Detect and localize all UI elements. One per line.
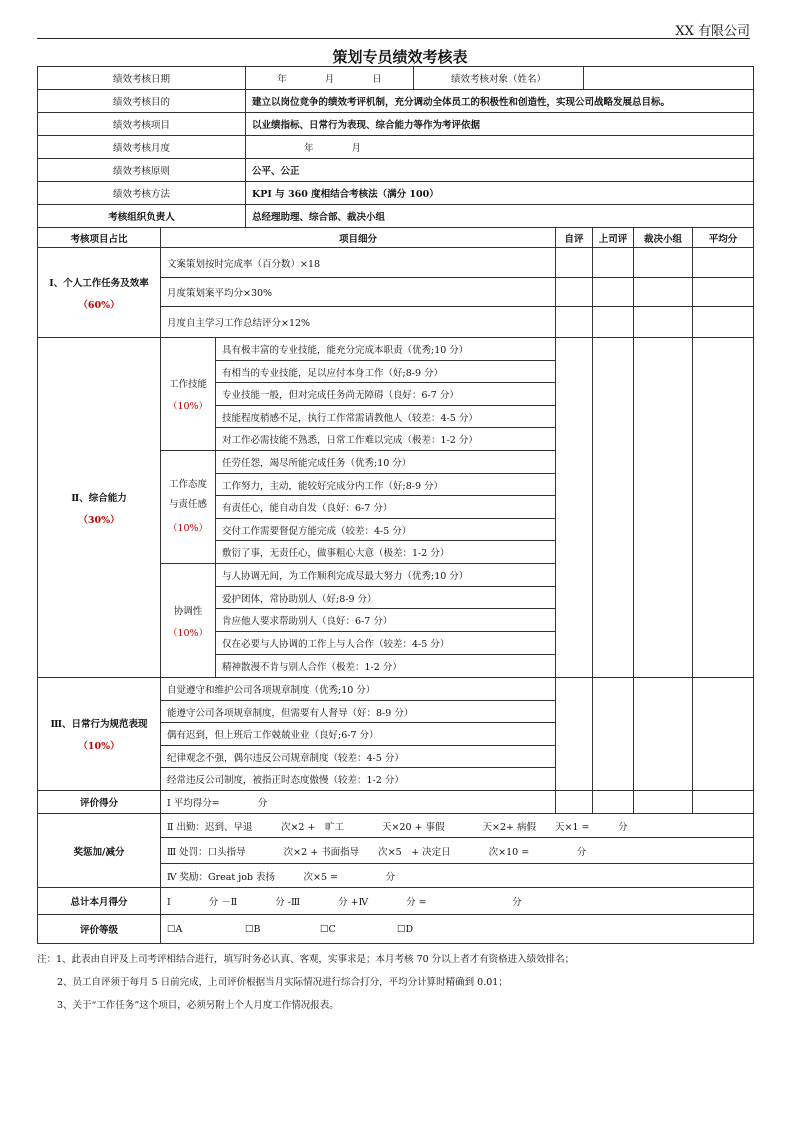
list-item: 与人协调无间，为工作顺利完成尽最大努力（优秀;10 分）	[216, 564, 556, 587]
list-item: 敷衍了事，无责任心，做事粗心大意（极差：1-2 分）	[216, 541, 556, 564]
boss-score-cell[interactable]	[593, 791, 634, 814]
group-work-attitude: 工作态度 与责任感 （10%）	[161, 451, 216, 564]
self-score-cell[interactable]	[556, 338, 593, 678]
boss-score-cell[interactable]	[593, 278, 634, 307]
self-score-cell[interactable]	[556, 678, 593, 791]
list-item: 有责任心，能自动自发（良好：6-7 分）	[216, 496, 556, 519]
list-item: 经常违反公司制度，被指正时态度傲慢（较差：1-2 分）	[161, 768, 556, 791]
grade-a-checkbox[interactable]: ☐A	[167, 923, 183, 935]
date-label: 绩效考核日期	[38, 67, 246, 90]
notes	[37, 948, 574, 1017]
list-item: 精神散漫不肯与别人合作（极差：1-2 分）	[216, 655, 556, 678]
avg-score-cell[interactable]	[693, 791, 754, 814]
target-label: 绩效考核对象（姓名）	[414, 67, 584, 90]
target-field[interactable]	[584, 67, 754, 90]
month-field[interactable]: 年 月	[246, 136, 754, 159]
list-item: 文案策划按时完成率（百分数）×18	[161, 248, 556, 278]
list-item: 纪律观念不强，偶尔违反公司规章制度（较差：4-5 分）	[161, 746, 556, 768]
avg-score-cell[interactable]	[693, 307, 754, 338]
note-2: 2、员工自评须于每月 5 日前完成，上司评价根据当月实际情况进行综合打分，平均分计算时精确到 0.01；	[57, 977, 508, 988]
list-item: 对工作必需技能不熟悉，日常工作难以完成（极差：1-2 分）	[216, 428, 556, 451]
boss-score-cell[interactable]	[593, 338, 634, 678]
note-1: 注：1、此表由自评及上司考评相结合进行，填写时务必认真、客观，实事求是；本月考核 70 分以上者才有资格进入绩效排名；	[37, 954, 575, 965]
col-panel: 裁决小组	[634, 228, 693, 248]
grade-options	[161, 915, 754, 944]
list-item: 任劳任怨，竭尽所能完成任务（优秀;10 分）	[216, 451, 556, 474]
panel-score-cell[interactable]	[634, 678, 693, 791]
section3-title: Ⅲ、日常行为规范表现 （10%）	[38, 678, 161, 791]
group-coordination: 协调性 （10%）	[161, 564, 216, 678]
list-item: 爱护团体，常协助别人（好;8-9 分）	[216, 587, 556, 609]
grade-d-checkbox[interactable]: ☐D	[397, 923, 414, 935]
average-score-field[interactable]: Ⅰ 平均得分= 分	[161, 791, 556, 814]
reward-field[interactable]: Ⅳ 奖励：Great job 表扬 次×5 = 分	[161, 864, 754, 888]
bonus-label: 奖惩加/减分	[38, 814, 161, 888]
items-value: 以业绩指标、日常行为表现、综合能力等作为考评依据	[246, 113, 754, 136]
list-item: 交付工作需要督促方能完成（较差：4-5 分）	[216, 519, 556, 541]
panel-score-cell[interactable]	[634, 307, 693, 338]
owner-value: 总经理助理、综合部、裁决小组	[246, 205, 754, 228]
panel-score-cell[interactable]	[634, 338, 693, 678]
header-divider	[37, 38, 750, 39]
col-boss: 上司评	[593, 228, 634, 248]
col-ratio: 考核项目占比	[38, 228, 161, 248]
col-self: 自评	[556, 228, 593, 248]
self-score-cell[interactable]	[556, 791, 593, 814]
section1-title: Ⅰ、个人工作任务及效率 （60%）	[38, 248, 161, 338]
avg-score-cell[interactable]	[693, 678, 754, 791]
principle-value: 公平、公正	[246, 159, 754, 182]
avg-score-cell[interactable]	[693, 278, 754, 307]
grade-label: 评价等级	[38, 915, 161, 944]
evaluation-table	[37, 66, 754, 944]
list-item: 偶有迟到，但上班后工作兢兢业业（良好;6-7 分）	[161, 723, 556, 746]
boss-score-cell[interactable]	[593, 248, 634, 278]
note-3: 3、关于“工作任务”这个项目，必须另附上个人月度工作情况报表。	[57, 1000, 339, 1011]
list-item: 专业技能一般，但对完成任务尚无障碍（良好：6-7 分）	[216, 383, 556, 406]
list-item: 月度策划案平均分×30%	[161, 278, 556, 307]
list-item: 月度自主学习工作总结评分×12%	[161, 307, 556, 338]
list-item: 具有极丰富的专业技能，能充分完成本职责（优秀;10 分）	[216, 338, 556, 361]
purpose-label: 绩效考核目的	[38, 90, 246, 113]
method-label: 绩效考核方法	[38, 182, 246, 205]
company-name: XX 有限公司	[675, 24, 750, 39]
principle-label: 绩效考核原则	[38, 159, 246, 182]
list-item: 工作努力，主动，能较好完成分内工作（好;8-9 分）	[216, 474, 556, 496]
boss-score-cell[interactable]	[593, 307, 634, 338]
col-avg: 平均分	[693, 228, 754, 248]
self-score-cell[interactable]	[556, 248, 593, 278]
list-item: 自觉遵守和维护公司各项规章制度（优秀;10 分）	[161, 678, 556, 701]
avg-score-cell[interactable]	[693, 338, 754, 678]
self-score-cell[interactable]	[556, 278, 593, 307]
list-item: 能遵守公司各项规章制度，但需要有人督导（好：8-9 分）	[161, 701, 556, 723]
panel-score-cell[interactable]	[634, 248, 693, 278]
grade-c-checkbox[interactable]: ☐C	[320, 923, 336, 935]
grade-b-checkbox[interactable]: ☐B	[245, 923, 261, 935]
attendance-field[interactable]: Ⅱ 出勤：迟到、早退 次×2 + 旷工 天×20 + 事假 天×2+ 病假 天×1 = 分	[161, 814, 754, 838]
method-value: KPI 与 360 度相结合考核法（满分 100）	[246, 182, 754, 205]
panel-score-cell[interactable]	[634, 278, 693, 307]
col-detail: 项目细分	[161, 228, 556, 248]
panel-score-cell[interactable]	[634, 791, 693, 814]
list-item: 技能程度稍感不足，执行工作常需请教他人（较差：4-5 分）	[216, 406, 556, 428]
total-label: 总计本月得分	[38, 888, 161, 915]
owner-label: 考核组织负责人	[38, 205, 246, 228]
total-field[interactable]: Ⅰ 分 －Ⅱ 分 -Ⅲ 分 +Ⅳ 分 = 分	[161, 888, 754, 915]
section2-title: Ⅱ、综合能力 （30%）	[38, 338, 161, 678]
penalty-field[interactable]: Ⅲ 处罚：口头指导 次×2 + 书面指导 次×5 + 决定日 次×10 = 分	[161, 838, 754, 864]
self-score-cell[interactable]	[556, 307, 593, 338]
list-item: 肯应他人要求帮助别人（良好：6-7 分）	[216, 609, 556, 632]
score-label: 评价得分	[38, 791, 161, 814]
group-work-skill: 工作技能 （10%）	[161, 338, 216, 451]
list-item: 仅在必要与人协调的工作上与人合作（较差：4-5 分）	[216, 632, 556, 655]
month-label: 绩效考核月度	[38, 136, 246, 159]
list-item: 有相当的专业技能，足以应付本身工作（好;8-9 分）	[216, 361, 556, 383]
items-label: 绩效考核项目	[38, 113, 246, 136]
purpose-value: 建立以岗位竞争的绩效考评机制，充分调动全体员工的积极性和创造性，实现公司战略发展总目标。	[246, 90, 754, 113]
boss-score-cell[interactable]	[593, 678, 634, 791]
page-title: 策划专员绩效考核表	[332, 48, 468, 66]
date-field[interactable]: 年 月 日	[246, 67, 414, 90]
avg-score-cell[interactable]	[693, 248, 754, 278]
